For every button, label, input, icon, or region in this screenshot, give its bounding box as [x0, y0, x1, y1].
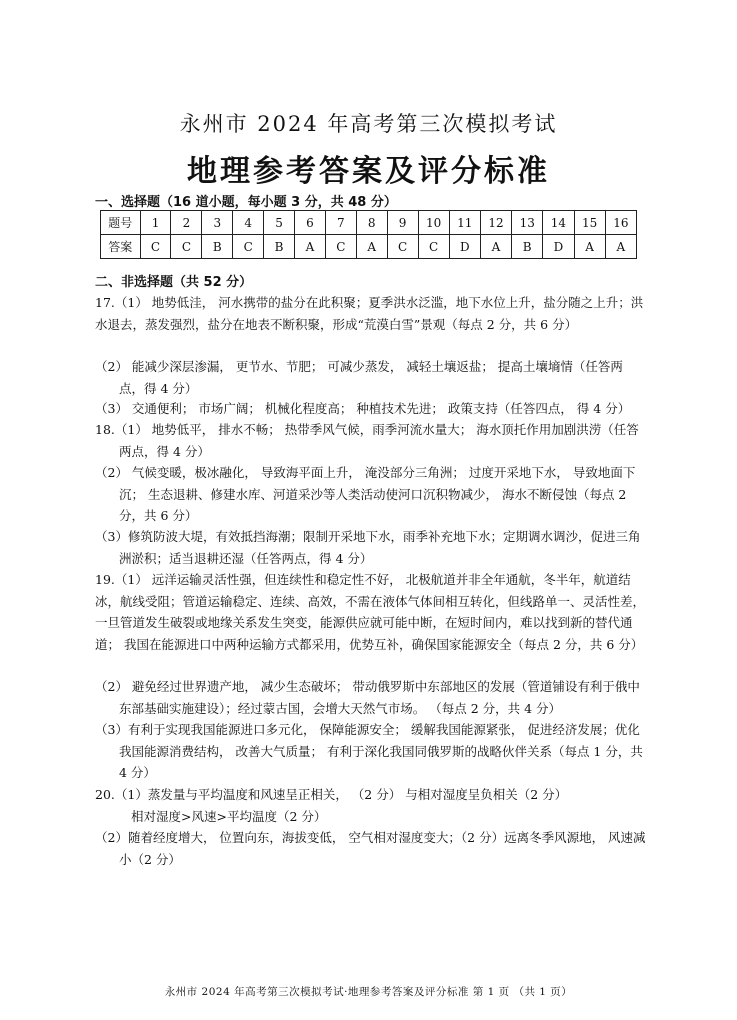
question-number: 16 [605, 211, 636, 235]
question-number: 10 [418, 211, 449, 235]
answer-cell: C [233, 235, 264, 259]
document-subtitle: 地理参考答案及评分标准 [187, 154, 550, 189]
question-19-part-1 [95, 569, 647, 655]
question-number: 5 [264, 211, 295, 235]
section1-heading: 一、选择题（16 道小题，每小题 3 分，共 48 分） [95, 195, 397, 210]
question-18-part-3 [95, 526, 647, 569]
answer-cell: B [202, 235, 233, 259]
answer-text: （2）随着经度增大， 位置向东，海拔变低， 空气相对湿度变大；（2 分）远离冬季风源地， 风速减小（2 分） [95, 830, 646, 867]
question-number: 15 [574, 211, 605, 235]
answer-cell: A [605, 235, 636, 259]
question-number: 4 [233, 211, 264, 235]
question-19-part-2 [95, 676, 647, 719]
question-number-row [101, 211, 637, 235]
answer-cell: A [356, 235, 387, 259]
answer-table [100, 210, 637, 259]
answer-cell: A [480, 235, 511, 259]
answer-cell: D [449, 235, 480, 259]
question-17-part-3 [95, 398, 647, 420]
answer-cell: C [387, 235, 418, 259]
answer-cell: B [512, 235, 543, 259]
question-number: 1 [140, 211, 171, 235]
answer-text: 17.（1） 地势低洼， 河水携带的盐分在此积聚；夏季洪水泛滥，地下水位上升，盐分随之上升；洪水退去，蒸发强烈，盐分在地表不断积聚，形成“荒漠白雪”景观（每点 2 分，共 6 分） [95, 295, 644, 332]
section2-heading: 二、非选择题（共 52 分） [95, 275, 253, 290]
answer-text: （3） 交通便利； 市场广阔； 机械化程度高； 种植技术先进； 政策支持（任答四点， 得 4 分） [95, 401, 631, 416]
question-18-part-1 [95, 419, 647, 462]
answer-text: （3）有利于实现我国能源进口多元化， 保障能源安全； 缓解我国能源紧张， 促进经济发展；优化我国能源消费结构， 改善大气质量； 有利于深化我国同俄罗斯的战略伙伴关系（每点 1 分，共 4 分） [95, 722, 643, 780]
question-number: 6 [295, 211, 326, 235]
answer-cell: D [543, 235, 574, 259]
row-label: 题号 [101, 211, 141, 235]
question-number: 9 [387, 211, 418, 235]
answer-text: 19.（1） 远洋运输灵活性强，但连续性和稳定性不好， 北极航道并非全年通航，冬半年，航道结冰，航线受阻；管道运输稳定、连续、高效，不需在液体气体间相互转化，但线路单一、灵活性差， 一旦管道发生破裂或地缘关系发生突变，能源供应就可能中断，在短时间内，难以找到新的替代通道； 我国在能源进口中两种运输方式都采用，优势互补，确保国家能源安全（每点 2 分，共 6 分） [95, 572, 646, 652]
question-number: 8 [356, 211, 387, 235]
answer-cell: B [264, 235, 295, 259]
exam-title: 永州市 2024 年高考第三次模拟考试 [179, 112, 558, 136]
answer-text: 18.（1） 地势低平， 排水不畅； 热带季风气候，雨季河流水量大； 海水顶托作用加剧洪涝（任答两点，得 4 分） [95, 422, 639, 459]
question-number: 3 [202, 211, 233, 235]
question-20-part-2 [95, 827, 647, 870]
answer-cell: C [171, 235, 202, 259]
answer-text: （2） 避免经过世界遗产地， 减少生态破坏； 带动俄罗斯中东部地区的发展（管道铺设有利于俄中东部基础实施建设）；经过蒙古国，会增大天然气市场。 （每点 2 分，共 4 分） [95, 679, 640, 716]
answer-text-continued: 相对湿度>风速>平均温度（2 分） [131, 808, 327, 824]
page-footer: 永州市 2024 年高考第三次模拟考试·地理参考答案及评分标准 第 1 页 （共 1 页） [164, 986, 573, 998]
question-20-part-1 [95, 784, 647, 827]
row-label: 答案 [101, 235, 141, 259]
question-17-part-1 [95, 292, 647, 335]
answer-cell: A [574, 235, 605, 259]
answer-text: （2） 能减少深层渗漏， 更节水、节肥； 可减少蒸发， 减轻土壤返盐； 提高土壤墒情（任答两点，得 4 分） [95, 359, 623, 396]
answer-cell: C [325, 235, 356, 259]
question-17-part-2 [95, 356, 647, 399]
question-number: 2 [171, 211, 202, 235]
answer-cell: C [140, 235, 171, 259]
answer-text: 20.（1）蒸发量与平均温度和风速呈正相关， （2 分） 与相对湿度呈负相关（2 分） [95, 787, 568, 802]
question-number: 7 [325, 211, 356, 235]
question-18-part-2 [95, 462, 647, 527]
answer-text: （3）修筑防波大堤，有效抵挡海潮；限制开采地下水，雨季补充地下水；定期调水调沙，促进三角洲淤积；适当退耕还湿（任答两点，得 4 分） [95, 529, 641, 566]
answer-cell: C [418, 235, 449, 259]
question-number: 12 [480, 211, 511, 235]
question-number: 11 [449, 211, 480, 235]
question-number: 13 [512, 211, 543, 235]
answer-row [101, 235, 637, 259]
answer-text: （2） 气候变暖，极冰融化， 导致海平面上升， 淹没部分三角洲； 过度开采地下水， 导致地面下沉； 生态退耕、修建水库、河道采沙等人类活动使河口沉积物减少， 海水不断侵蚀（每点 2 分，共 6 分） [95, 465, 636, 523]
question-number: 14 [543, 211, 574, 235]
answer-cell: A [295, 235, 326, 259]
question-19-part-3 [95, 719, 647, 784]
